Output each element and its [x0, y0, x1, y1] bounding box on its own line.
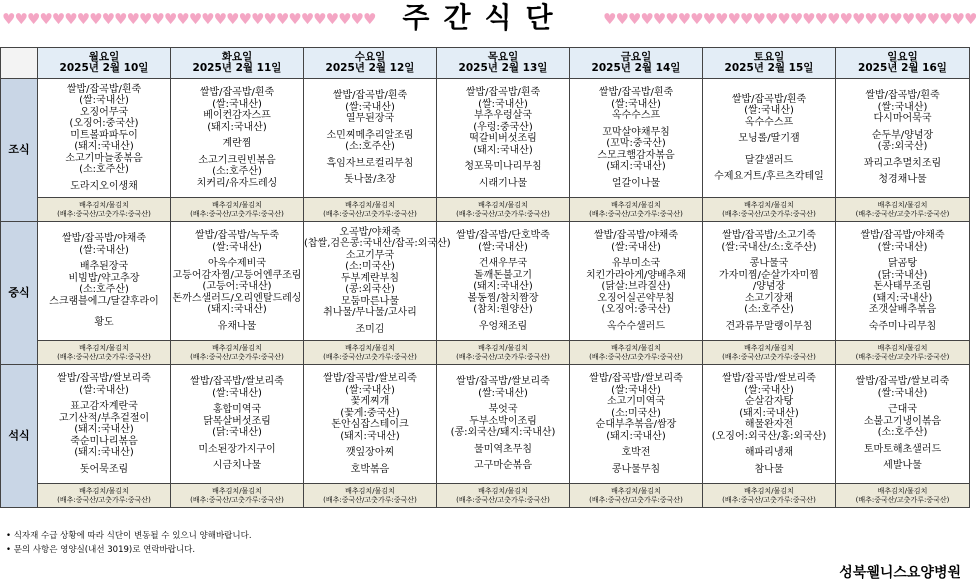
kimchi-item: 배추김치/물김치: [345, 487, 395, 495]
menu-cell: [703, 365, 836, 484]
menu-cell: [38, 365, 171, 484]
kimchi-cell: [171, 484, 304, 508]
kimchi-item: 배추김치/물김치: [744, 201, 794, 209]
menu-item: 토마토해초샐러드: [863, 443, 942, 455]
kimchi-item: (배추:중국산/고춧가루:중국산): [323, 352, 417, 361]
menu-item: (쌀:국내산/소:호주산): [721, 241, 817, 253]
menu-item: 달걀샐러드: [744, 154, 794, 166]
kimchi-item: 배추김치/물김치: [611, 344, 661, 352]
menu-item: (쌀:국내산): [744, 384, 794, 396]
menu-item: 순두부/양념장: [871, 129, 934, 141]
menu-item: 쌀밥/잡곡밥/흰죽: [865, 90, 940, 102]
day-header: [570, 48, 703, 79]
menu-item: (쌀:국내산): [478, 98, 528, 110]
kimchi-cell: [304, 198, 437, 222]
menu-item: (소:미국산): [611, 407, 661, 419]
menu-item: 쌀밥/잡곡밥/쌀보리죽: [855, 376, 950, 388]
menu-item: 다시마어묵국: [873, 113, 932, 125]
kimchi-item: (배추:중국산/고춧가루:중국산): [855, 352, 950, 361]
menu-item: 도라지오이생채: [70, 180, 138, 192]
menu-item: 소고기크린빈볶음: [198, 154, 276, 166]
menu-item: (쌀:국내산): [79, 95, 129, 107]
meal-label: 중식: [1, 222, 38, 365]
menu-item: /양념장: [752, 281, 786, 292]
kimchi-cell: [38, 484, 171, 508]
kimchi-item: (배추:중국산/고춧가루:중국산): [323, 209, 417, 218]
menu-item: 소고기무국: [345, 249, 395, 261]
menu-item: (쌀:국내산): [611, 241, 661, 253]
menu-item: (돼지:국내산): [473, 281, 533, 292]
kimchi-cell: [703, 198, 836, 222]
menu-item: 모둠마른나물: [341, 295, 399, 307]
kimchi-cell: [38, 341, 171, 365]
menu-item: 옥수수스프: [611, 110, 661, 121]
menu-item: 오곡밥/야채죽: [339, 226, 401, 238]
menu-item: (돼지:국내산): [74, 424, 134, 435]
menu-item: (쌀:국내산): [611, 384, 661, 396]
meal-row: [1, 222, 970, 341]
menu-item: (쌀:국내산): [744, 105, 794, 116]
menu-item: 쌀밥/잡곡밥/흰죽: [598, 87, 674, 98]
organization-name: 성북웰니스요양병원: [839, 565, 961, 581]
menu-item: (닭:국내산): [212, 427, 262, 439]
kimchi-item: 배추김치/물김치: [478, 201, 528, 209]
menu-item: 쌀밥/잡곡밥/야채죽: [593, 230, 679, 241]
kimchi-item: (배추:중국산/고춧가루:중국산): [456, 209, 550, 218]
menu-item: 건새우무국: [478, 258, 528, 269]
day-date: 2025년 2월 10일: [59, 62, 149, 74]
menu-item: 쌀밥/잡곡밥/쌀보리죽: [57, 373, 151, 384]
menu-item: 해물완자전: [744, 419, 794, 430]
kimchi-item: 배추김치/물김치: [877, 487, 928, 495]
menu-item: 꼬막살야채무침: [602, 126, 670, 138]
menu-item: 쌀밥/잡곡밥/쌀보리죽: [722, 373, 816, 384]
kimchi-item: (배추:중국산/고춧가루:중국산): [57, 495, 151, 504]
kimchi-cell: [304, 484, 437, 508]
kimchi-cell: [171, 341, 304, 365]
day-date: 2025년 2월 14일: [591, 62, 681, 74]
day-name: 수요일: [354, 50, 386, 63]
menu-cell: [437, 222, 570, 341]
menu-item: 계란찜: [222, 138, 252, 149]
kimchi-item: (배추:중국산/고춧가루:중국산): [589, 352, 683, 361]
day-name: 월요일: [88, 50, 120, 63]
kimchi-item: 배추김치/물김치: [877, 201, 928, 209]
meal-label: 조식: [1, 79, 38, 222]
kimchi-row: [1, 341, 970, 365]
menu-item: 쌀밥/잡곡밥/야채죽: [61, 233, 147, 245]
day-name: 토요일: [753, 50, 785, 63]
menu-item: 순살감자탕: [744, 396, 794, 407]
menu-cell: [304, 79, 437, 198]
meal-label: 석식: [1, 365, 38, 508]
menu-item: 돌깨돈불고기: [474, 269, 532, 281]
menu-item: (쌀:국내산): [877, 387, 928, 399]
menu-item: 스크램블에그/달걀후라이: [49, 295, 159, 307]
menu-item: 베이컨감자스프: [203, 110, 271, 121]
menu-item: 치커리/유자드레싱: [196, 177, 278, 189]
menu-item: 호박볶음: [350, 463, 390, 475]
kimchi-item: (배추:중국산/고춧가루:중국산): [855, 495, 950, 504]
kimchi-item: 배추김치/물김치: [345, 344, 395, 352]
menu-item: 돗어묵조림: [79, 463, 129, 475]
menu-item: 치킨가라아게/양배추채: [586, 269, 686, 281]
menu-item: 북엇국: [488, 404, 518, 416]
kimchi-cell: [437, 484, 570, 508]
kimchi-item: 배추김치/물김치: [212, 201, 262, 209]
menu-item: (돼지:국내산): [606, 161, 666, 172]
kimchi-item: (배추:중국산/고춧가루:중국산): [722, 209, 816, 218]
kimchi-cell: [703, 484, 836, 508]
menu-item: (꼬막:중국산): [606, 138, 666, 149]
kimchi-cell: [703, 341, 836, 365]
kimchi-item: 배추김치/물김치: [877, 344, 928, 352]
menu-item: 소고기장채: [744, 292, 794, 304]
kimchi-cell: [836, 341, 970, 365]
kimchi-item: 배추김치/물김치: [79, 344, 129, 352]
menu-item: (콩:외국산): [877, 141, 928, 153]
kimchi-cell: [570, 484, 703, 508]
menu-item: 쌀밥/잡곡밥/흰죽: [66, 83, 142, 95]
kimchi-cell: [38, 198, 171, 222]
kimchi-row: [1, 484, 970, 508]
menu-item: 소고기마늘종볶음: [65, 152, 143, 164]
kimchi-cell: [836, 484, 970, 508]
menu-item: 오징어무국: [79, 106, 129, 118]
menu-item: 부추우렁살국: [474, 110, 532, 121]
menu-cell: [703, 222, 836, 341]
day-name: 금요일: [620, 50, 652, 63]
menu-item: 홍합미역국: [212, 404, 262, 416]
menu-item: (닭살:브라질산): [601, 281, 671, 292]
day-header: [38, 48, 171, 79]
kimchi-item: 배추김치/물김치: [212, 344, 262, 352]
day-header: [437, 48, 570, 79]
day-date: 2025년 2월 12일: [325, 62, 415, 74]
menu-item: (오징어:중국산): [69, 118, 139, 130]
menu-item: (쌀:국내산): [212, 387, 262, 399]
kimchi-item: (배추:중국산/고춧가루:중국산): [589, 209, 683, 218]
menu-item: 모닝롤/딸기잼: [738, 133, 800, 144]
menu-cell: [437, 365, 570, 484]
menu-cell: [171, 79, 304, 198]
kimchi-item: (배추:중국산/고춧가루:중국산): [190, 209, 284, 218]
menu-item: 소고기미역국: [607, 396, 665, 407]
menu-item: (쌀:국내산): [478, 241, 528, 253]
menu-item: 두부계란부침: [341, 272, 399, 284]
menu-item: 비빔밥/약고추장: [68, 272, 140, 284]
menu-item: 콩나물국: [749, 258, 789, 269]
menu-item: (쌀:국내산): [79, 244, 129, 256]
menu-item: (닭:국내산): [877, 269, 928, 281]
menu-cell: [304, 222, 451, 341]
day-header: [703, 48, 836, 79]
menu-item: (돼지:국내산): [207, 121, 267, 133]
menu-item: (소:호주산): [744, 304, 794, 315]
menu-item: (돼지:국내산): [606, 430, 666, 442]
footnote-2: • 문의 사항은 영양실(내선 3019)로 연락바랍니다.: [6, 545, 196, 555]
menu-item: (쌀:국내산): [345, 384, 395, 396]
kimchi-cell: [570, 198, 703, 222]
menu-item: (참치:원양산): [473, 304, 533, 315]
menu-item: 참나물: [754, 463, 784, 475]
menu-item: 수제요거트/후르츠칵테일: [714, 171, 824, 182]
menu-item: (돼지:국내산): [340, 430, 400, 442]
menu-item: (콩:외국산): [345, 284, 395, 296]
kimchi-item: (배추:중국산/고춧가루:중국산): [855, 209, 950, 218]
menu-item: 돈까스샐러드/오리엔탈드레싱: [172, 292, 302, 304]
day-name: 목요일: [487, 50, 519, 63]
menu-item: 아욱수제비국: [208, 258, 266, 269]
menu-item: (쌀:국내산): [877, 241, 928, 253]
kimchi-item: 배추김치/물김치: [744, 344, 794, 352]
heart-decoration-right: ♥♥♥♥♥♥♥♥♥♥♥♥♥♥♥♥♥♥♥♥♥♥♥♥♥♥♥♥♥♥: [603, 10, 976, 28]
menu-item: (소:호주산): [79, 284, 129, 296]
menu-item: (소:호주산): [79, 164, 129, 176]
menu-item: 순대부추볶음/쌈장: [595, 419, 677, 430]
menu-item: 호박전: [621, 447, 651, 458]
menu-item: 돈안심잡스테이크: [331, 419, 409, 430]
menu-item: (돼지:국내산): [207, 304, 267, 315]
menu-item: 쌀밥/잡곡밥/흰죽: [731, 93, 807, 105]
menu-cell: [570, 365, 703, 484]
kimchi-item: (배추:중국산/고춧가루:중국산): [190, 495, 284, 504]
menu-item: (쌀:국내산): [212, 241, 262, 253]
kimchi-item: 배추김치/물김치: [212, 487, 262, 495]
kimchi-cell: [304, 341, 437, 365]
menu-cell: [171, 365, 304, 484]
menu-item: 볼동찜/참치짬장: [467, 292, 539, 304]
menu-item: 숙주미나리무침: [868, 320, 937, 332]
header-corner: [1, 48, 38, 79]
menu-item: 쌀밥/잡곡밥/흰죽: [199, 87, 275, 98]
menu-item: 옥수수스프: [744, 116, 794, 128]
kimchi-item: 배추김치/물김치: [611, 201, 661, 209]
menu-item: (쌀:국내산): [79, 384, 129, 396]
menu-item: 쌀밥/잡곡밥/쌀보리죽: [456, 376, 550, 388]
kimchi-item: (배추:중국산/고춧가루:중국산): [323, 495, 417, 504]
kimchi-item: 배추김치/물김치: [478, 487, 528, 495]
menu-item: (콩:외국산/돼지:국내산): [450, 427, 556, 439]
menu-cell: [38, 79, 171, 198]
menu-item: (오징어:중국산): [601, 304, 671, 315]
menu-item: 시금치나물: [212, 460, 262, 472]
menu-item: 시래기나물: [478, 177, 528, 189]
heart-decoration-left: ♥♥♥♥♥♥♥♥♥♥♥♥♥♥♥♥♥♥♥♥♥♥♥♥♥♥♥♥♥♥: [2, 10, 376, 28]
menu-item: 꽃게찌개: [350, 396, 390, 407]
menu-item: (소:호주산): [345, 141, 395, 153]
day-date: 2025년 2월 13일: [458, 62, 548, 74]
menu-item: 황도: [94, 317, 114, 329]
menu-item: 꽈리고추멸치조림: [863, 157, 942, 169]
menu-item: (고등어:국내산): [202, 281, 272, 292]
menu-cell: [171, 222, 304, 341]
menu-item: 콩나물무침: [611, 463, 661, 475]
day-header-row: [1, 48, 970, 79]
kimchi-item: 배추김치/물김치: [79, 201, 129, 209]
kimchi-item: (배추:중국산/고춧가루:중국산): [57, 209, 151, 218]
menu-item: 근대국: [888, 404, 917, 416]
kimchi-cell: [836, 198, 970, 222]
menu-item: 고구마순볶음: [474, 460, 532, 472]
kimchi-item: 배추김치/물김치: [611, 487, 661, 495]
menu-item: 쌀밥/잡곡밥/단호박죽: [456, 230, 550, 241]
menu-cell: [437, 79, 570, 198]
kimchi-item: (배추:중국산/고춧가루:중국산): [589, 495, 683, 504]
menu-cell: [836, 365, 970, 484]
menu-item: 배추된장국: [79, 261, 129, 273]
menu-item: 미트볼파파두이: [70, 129, 138, 141]
menu-item: (오징어:외국산/홍:외국산): [711, 430, 827, 442]
menu-item: 청경채나물: [878, 174, 927, 186]
meal-row: [1, 79, 970, 198]
kimchi-item: 배추김치/물김치: [345, 201, 395, 209]
day-date: 2025년 2월 15일: [724, 62, 814, 74]
day-header: [171, 48, 304, 79]
menu-item: 가자미찜/순살가자미찜: [719, 269, 819, 281]
menu-item: (꽃게:중국산): [340, 407, 400, 419]
menu-item: (소:호주산): [877, 427, 928, 439]
meal-row: [1, 365, 970, 484]
menu-item: 견과류무말랭이무침: [725, 320, 813, 332]
menu-item: 쌀밥/잡곡밥/흰죽: [332, 90, 408, 102]
menu-item: 돗나물/초장: [344, 174, 396, 186]
menu-item: 쌀밥/잡곡밥/녹두죽: [194, 230, 280, 241]
kimchi-item: (배추:중국산/고춧가루:중국산): [57, 352, 151, 361]
kimchi-item: (배추:중국산/고춧가루:중국산): [722, 495, 816, 504]
menu-item: (소:미국산): [345, 261, 395, 273]
menu-cell: [570, 79, 703, 198]
menu-item: (돼지:국내산): [473, 144, 533, 156]
menu-item: 유채나물: [217, 320, 257, 332]
footnote-1: • 식자재 수급 상황에 따라 식단이 변동될 수 있으니 양해바랍니다.: [6, 531, 252, 541]
kimchi-item: 배추김치/물김치: [79, 487, 129, 495]
day-name: 화요일: [221, 50, 253, 63]
menu-item: 옥수수샐러드: [607, 320, 665, 332]
menu-item: 물미역초무침: [474, 443, 532, 455]
menu-item: 깻잎장아찌: [345, 447, 395, 458]
menu-item: (돼지:국내산): [739, 407, 799, 419]
kimchi-item: (배추:중국산/고춧가루:중국산): [190, 352, 284, 361]
kimchi-cell: [570, 341, 703, 365]
menu-item: 쌀밥/잡곡밥/쌀보리죽: [589, 373, 683, 384]
kimchi-item: (배추:중국산/고춧가루:중국산): [722, 352, 816, 361]
weekly-menu-table: [0, 47, 970, 508]
kimchi-item: 배추김치/물김치: [478, 344, 528, 352]
menu-item: 쌀밥/잡곡밥/쌀보리죽: [323, 373, 417, 384]
menu-cell: [304, 365, 437, 484]
menu-item: 우엉채조림: [478, 320, 528, 332]
page-title: 주간식단: [402, 1, 567, 34]
kimchi-row: [1, 198, 970, 222]
menu-item: 표고감자계란국: [70, 401, 138, 412]
menu-item: 닭곰탕: [888, 258, 917, 269]
menu-item: 청포묵미나리무침: [464, 161, 542, 172]
menu-item: 열무된장국: [345, 113, 395, 125]
menu-cell: [703, 79, 836, 198]
menu-item: 닭목살버섯조림: [203, 415, 271, 427]
menu-item: 고등어감자찜/고등어엔쿠조림: [172, 269, 302, 281]
menu-cell: [836, 222, 970, 341]
menu-item: 쌀밥/잡곡밥/소고기죽: [722, 230, 816, 241]
menu-item: (소:호주산): [212, 166, 262, 177]
menu-item: 조갯살배추볶음: [868, 304, 937, 315]
menu-item: 흑임자브로컬리무침: [326, 157, 414, 169]
menu-item: 소민찌메추리알조림: [326, 129, 414, 141]
menu-item: (쌀:국내산): [345, 101, 395, 113]
menu-cell: [38, 222, 171, 341]
menu-item: (우렁:중국산): [473, 121, 533, 133]
menu-item: (쌀:국내산): [877, 101, 928, 113]
kimchi-cell: [437, 341, 570, 365]
menu-item: 유부미소국: [611, 258, 661, 269]
kimchi-item: (배추:중국산/고춧가루:중국산): [456, 352, 550, 361]
menu-item: (돼지:국내산): [74, 141, 134, 153]
day-name: 일요일: [887, 50, 918, 63]
menu-item: (쌀:국내산): [478, 387, 528, 399]
menu-item: 취나물/무나물/고사리: [323, 307, 417, 319]
footnotes: [6, 529, 252, 557]
menu-item: 미소된장가지구이: [198, 443, 276, 455]
kimchi-cell: [437, 198, 570, 222]
menu-item: 두부소박이조림: [469, 415, 537, 427]
menu-item: (돼지:국내산): [872, 292, 933, 304]
menu-item: 얼갈이나물: [611, 177, 661, 189]
menu-item: 세발나물: [883, 460, 922, 472]
day-date: 2025년 2월 16일: [858, 62, 947, 74]
menu-item: 고기산적/부추겉절이: [58, 412, 150, 424]
kimchi-cell: [171, 198, 304, 222]
kimchi-item: 배추김치/물김치: [744, 487, 794, 495]
menu-item: (쌀:국내산): [212, 98, 262, 110]
day-header: [836, 48, 970, 79]
menu-item: 떡갈비버섯조림: [469, 133, 537, 144]
day-date: 2025년 2월 11일: [192, 62, 282, 74]
menu-item: (돼지:국내산): [74, 447, 134, 458]
day-header: [304, 48, 437, 79]
menu-item: 조미김: [355, 323, 385, 335]
menu-item: 쌀밥/잡곡밥/흰죽: [465, 87, 541, 98]
menu-item: 죽순미나리볶음: [70, 435, 138, 447]
menu-item: 오징어실곤약무침: [597, 292, 675, 304]
menu-item: (찹쌀,검은콩:국내산/잡곡:외국산): [304, 238, 451, 250]
menu-item: 스모크햄감자볶음: [597, 149, 675, 161]
menu-cell: [836, 79, 970, 198]
menu-item: 쌀밥/잡곡밥/야채죽: [860, 230, 945, 241]
kimchi-item: (배추:중국산/고춧가루:중국산): [456, 495, 550, 504]
menu-cell: [570, 222, 703, 341]
menu-item: 해파리냉채: [744, 447, 794, 458]
menu-item: (쌀:국내산): [611, 98, 661, 110]
menu-item: 소불고기냉이볶음: [863, 415, 942, 427]
menu-item: 돈사태무조림: [873, 281, 932, 292]
menu-item: 쌀밥/잡곡밥/쌀보리죽: [190, 376, 284, 388]
